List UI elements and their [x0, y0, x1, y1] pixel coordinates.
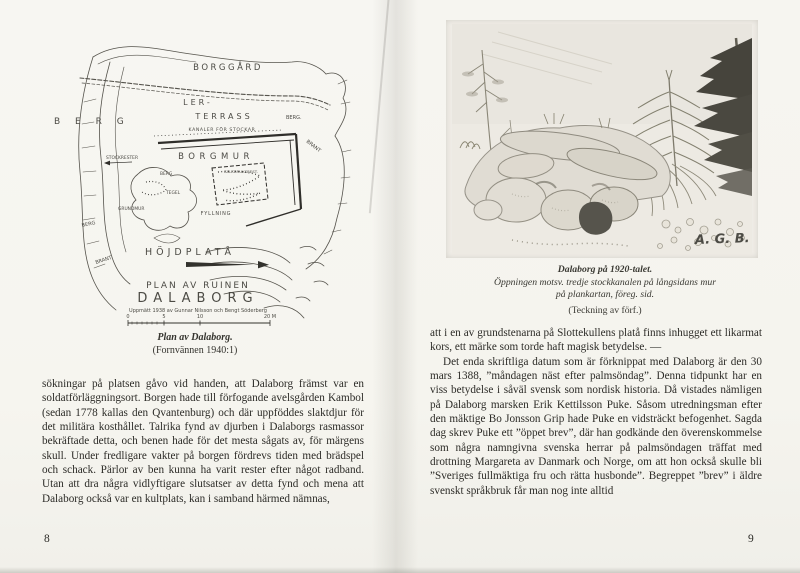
sketch-caption-line2: Öppningen motsv. tredje stockkanalen på långsidans mur [494, 276, 716, 288]
map-figure [38, 12, 358, 360]
map-label-berg-southwest: BERG [81, 220, 97, 229]
map-label-brant-southwest: BRANT [94, 254, 113, 266]
map-title-line1: PLAN AV RUINEN [146, 281, 250, 291]
map-caption-source: (Fornvännen 1940:1) [152, 345, 238, 356]
map-label-kanaler: KANALER FÖR STOCKAR [188, 128, 256, 133]
map-label-ler: LER- [183, 98, 213, 107]
map-label-stockrester: STOCKRESTER [106, 156, 138, 161]
map-label-brant-northeast: BRANT [304, 138, 322, 154]
right-page-body [430, 326, 762, 498]
map-caption [50, 332, 340, 356]
sketch-caption [440, 264, 770, 317]
sketch-caption-line3: på plankartan, föreg. sid. [555, 289, 655, 300]
scale-tick-0: 0 [126, 314, 130, 320]
map-label-borggard: BORGGÅRD [193, 63, 263, 73]
map-label-hojdplata: HÖJDPLATÅ [144, 247, 236, 258]
left-page-paragraph: sökningar på platsen gåvo vid handen, att Dalaborg främst var en soldatförläggningsort. Borgen hade till förfogande avelsgården Kambol (sedan 1778 kallas den Qvantenburg) och där uppföddes slaktdjur för det militära kosthållet. Talrika fynd av djurben i Dalaborgs rasmassor bekräftade detta, och benen hade för det mesta sågats av, för märgens skull. Under fredligare vakter på borgen fördrevs tiden med brädspel och schack. Pärlor av ben kunna ha varit rester efter något radband. Utan att dra några vidlyftigare slutsatser av detta fynd och mena att Dalaborg också var en kultplats, kan i samband härmed nämnas, [42, 378, 364, 505]
map-caption-title: Plan av Dalaborg. [157, 332, 233, 343]
left-page-number: 8 [44, 533, 50, 545]
map-labels [54, 61, 323, 320]
map-label-fyllning: FYLLNING [200, 211, 232, 217]
sketch-caption-title: Dalaborg på 1920-talet. [557, 264, 653, 275]
scale-tick-5: 5 [162, 314, 166, 320]
sketch-caption-credit: (Teckning av förf.) [568, 304, 642, 316]
left-page-body [42, 377, 364, 506]
map-title-line2: DALABORG [137, 291, 259, 306]
map-label-berg-northeast: BERG. [286, 115, 302, 121]
map-label-grundmur: GRUNDMUR [118, 207, 145, 212]
map-attribution: Uppmätt 1938 av Gunnar Nilsson och Bengt Söderberg [129, 308, 267, 314]
map-scale-bar [128, 320, 270, 326]
scale-tick-10: 10 [196, 314, 204, 320]
map-label-berg-west: B E R G [54, 117, 130, 127]
artist-signature: A. G. B. [694, 231, 750, 248]
map-drawing-strokes [79, 47, 351, 318]
map-label-kalkbruksrest: KALKBRUKSREST. [224, 169, 258, 174]
map-label-terrass: TERRASS [195, 112, 253, 121]
right-page-paragraph-1: att i en av grundstenarna på Slottekullens platå finns inhugget ett likarmat kors, ett märke som torde haft magisk betydelse. — [430, 327, 762, 354]
ruin-sketch-figure [452, 24, 752, 254]
map-label-tegel: TEGEL [166, 191, 181, 196]
scale-tick-20: 20 M [263, 314, 277, 320]
map-label-borgmur: BORGMUR [178, 152, 254, 162]
map-label-berg-inner: BERG [160, 172, 173, 177]
ruin-opening [579, 202, 612, 235]
scan-bottom-edge [0, 567, 800, 573]
right-page-number: 9 [748, 533, 754, 545]
right-page-paragraph-2: Det enda skriftliga datum som är förknippat med Dalaborg är den 30 mars 1388, ”måndagen näst efter palmsöndag”. Denna tidpunkt har en viss betydelse i såväl svensk som nordisk historia. Då vistades nämligen på Dalaborg marsken Erik Kettilsson Puke. Såsom utredningsman efter den mäktige Bo Jonsson Grip hade Puke en vidsträckt befogenhet. Sagda dag skrev Puke ett ”öppet brev”, där han godkände den överenskommelse som några namngivna svenska herrar på palmsöndagen träffat med drottning Margareta av Danmark och Norge, om att hon också skulle bli ”Sveriges fullmäktiga fru och rätta husbonde”. Begreppet ”brev” i äldre svenskt språkbruk får man nog inte alltid [430, 355, 762, 497]
